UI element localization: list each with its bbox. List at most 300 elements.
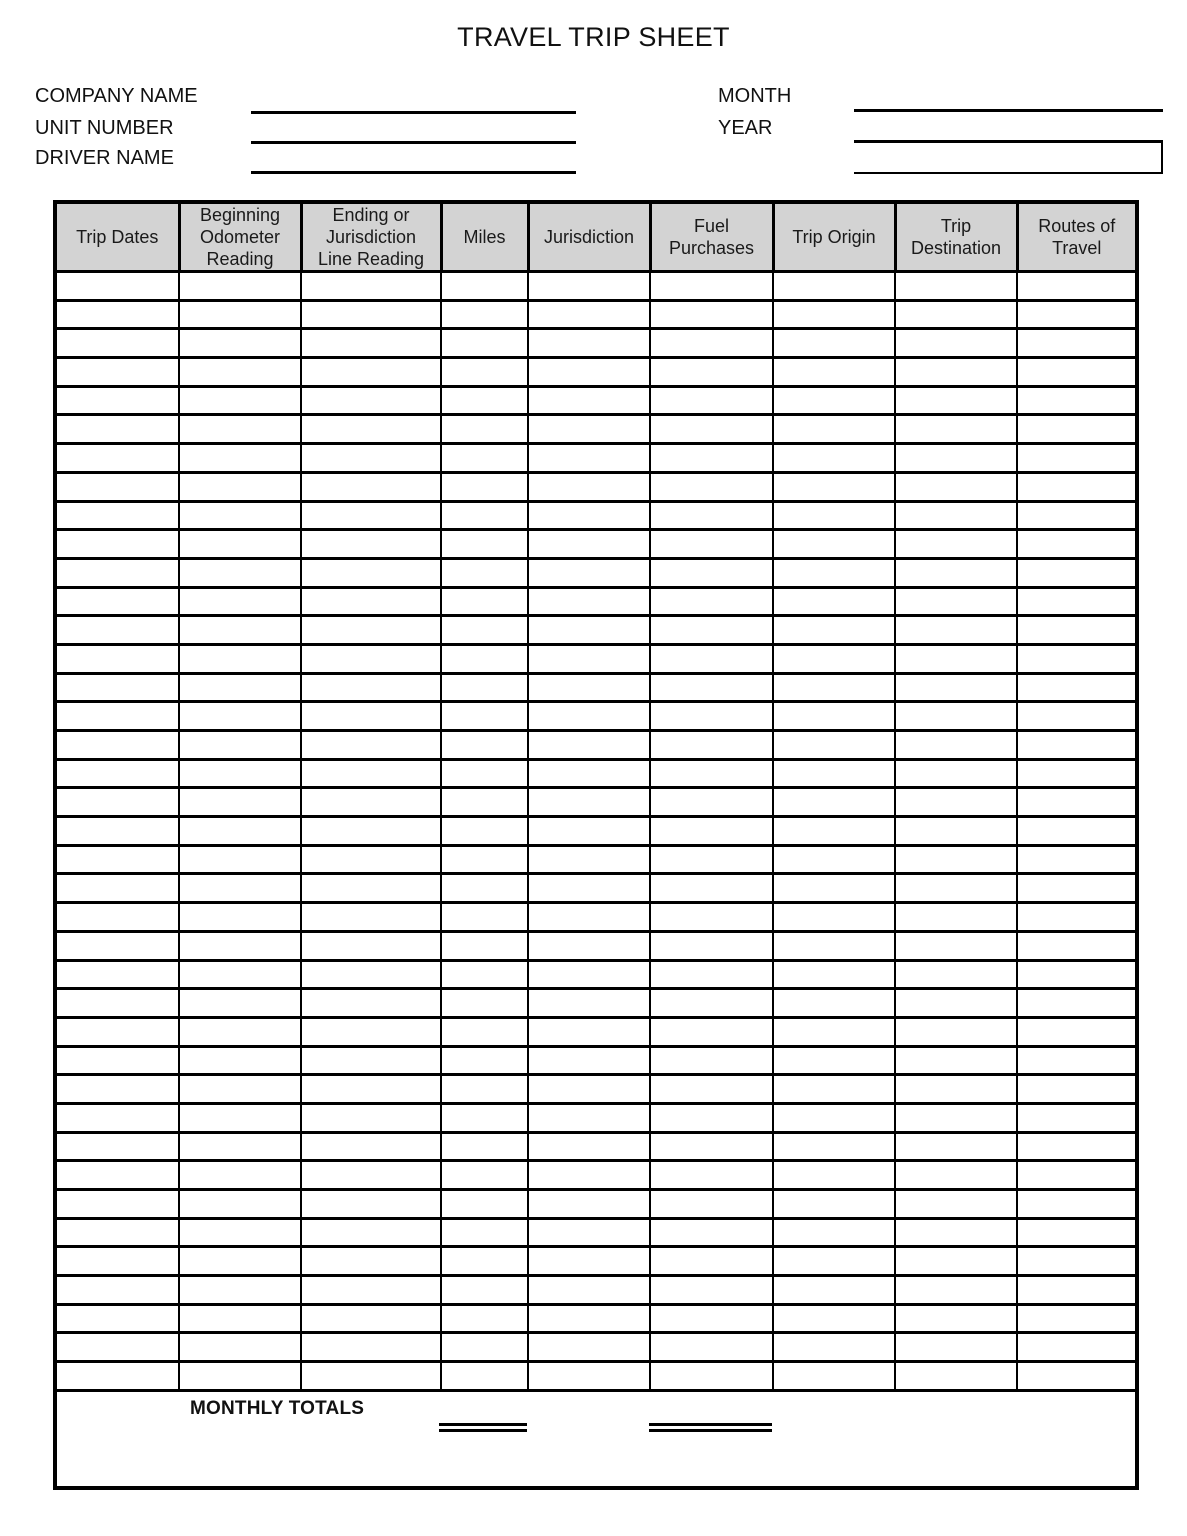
cell-miles[interactable] bbox=[441, 587, 528, 616]
cell-beginning-odometer-reading[interactable] bbox=[179, 1132, 301, 1161]
cell-beginning-odometer-reading[interactable] bbox=[179, 931, 301, 960]
cell-trip-origin[interactable] bbox=[773, 931, 895, 960]
cell-miles[interactable] bbox=[441, 616, 528, 645]
cell-trip-dates[interactable] bbox=[57, 673, 179, 702]
cell-trip-origin[interactable] bbox=[773, 874, 895, 903]
cell-beginning-odometer-reading[interactable] bbox=[179, 1362, 301, 1391]
cell-jurisdiction[interactable] bbox=[528, 1247, 650, 1276]
cell-beginning-odometer-reading[interactable] bbox=[179, 731, 301, 760]
cell-trip-dates[interactable] bbox=[57, 845, 179, 874]
cell-miles[interactable] bbox=[441, 444, 528, 473]
cell-trip-dates[interactable] bbox=[57, 731, 179, 760]
cell-miles[interactable] bbox=[441, 1362, 528, 1391]
cell-trip-dates[interactable] bbox=[57, 1304, 179, 1333]
cell-fuel-purchases[interactable] bbox=[650, 702, 773, 731]
cell-beginning-odometer-reading[interactable] bbox=[179, 759, 301, 788]
cell-ending-or-jurisdiction-line-reading[interactable] bbox=[301, 874, 441, 903]
cell-trip-destination[interactable] bbox=[895, 1333, 1017, 1362]
cell-beginning-odometer-reading[interactable] bbox=[179, 300, 301, 329]
cell-trip-origin[interactable] bbox=[773, 329, 895, 358]
cell-jurisdiction[interactable] bbox=[528, 817, 650, 846]
cell-miles[interactable] bbox=[441, 1276, 528, 1305]
cell-ending-or-jurisdiction-line-reading[interactable] bbox=[301, 817, 441, 846]
cell-ending-or-jurisdiction-line-reading[interactable] bbox=[301, 1304, 441, 1333]
cell-beginning-odometer-reading[interactable] bbox=[179, 272, 301, 301]
unit-number-field[interactable] bbox=[251, 141, 576, 144]
cell-ending-or-jurisdiction-line-reading[interactable] bbox=[301, 673, 441, 702]
driver-name-field[interactable] bbox=[251, 171, 576, 174]
cell-jurisdiction[interactable] bbox=[528, 702, 650, 731]
cell-fuel-purchases[interactable] bbox=[650, 1247, 773, 1276]
cell-beginning-odometer-reading[interactable] bbox=[179, 903, 301, 932]
cell-beginning-odometer-reading[interactable] bbox=[179, 1103, 301, 1132]
cell-trip-dates[interactable] bbox=[57, 1362, 179, 1391]
cell-miles[interactable] bbox=[441, 386, 528, 415]
cell-trip-destination[interactable] bbox=[895, 673, 1017, 702]
cell-ending-or-jurisdiction-line-reading[interactable] bbox=[301, 759, 441, 788]
cell-miles[interactable] bbox=[441, 1190, 528, 1219]
cell-beginning-odometer-reading[interactable] bbox=[179, 960, 301, 989]
cell-miles[interactable] bbox=[441, 501, 528, 530]
cell-routes-of-travel[interactable] bbox=[1017, 989, 1135, 1018]
cell-routes-of-travel[interactable] bbox=[1017, 702, 1135, 731]
cell-jurisdiction[interactable] bbox=[528, 358, 650, 387]
cell-ending-or-jurisdiction-line-reading[interactable] bbox=[301, 587, 441, 616]
cell-trip-origin[interactable] bbox=[773, 731, 895, 760]
cell-routes-of-travel[interactable] bbox=[1017, 1190, 1135, 1219]
cell-trip-origin[interactable] bbox=[773, 1132, 895, 1161]
cell-trip-dates[interactable] bbox=[57, 788, 179, 817]
cell-jurisdiction[interactable] bbox=[528, 644, 650, 673]
cell-ending-or-jurisdiction-line-reading[interactable] bbox=[301, 616, 441, 645]
cell-trip-destination[interactable] bbox=[895, 329, 1017, 358]
cell-trip-dates[interactable] bbox=[57, 530, 179, 559]
cell-miles[interactable] bbox=[441, 931, 528, 960]
cell-routes-of-travel[interactable] bbox=[1017, 444, 1135, 473]
cell-trip-origin[interactable] bbox=[773, 1046, 895, 1075]
cell-fuel-purchases[interactable] bbox=[650, 587, 773, 616]
cell-jurisdiction[interactable] bbox=[528, 989, 650, 1018]
cell-trip-dates[interactable] bbox=[57, 415, 179, 444]
cell-trip-origin[interactable] bbox=[773, 1103, 895, 1132]
cell-beginning-odometer-reading[interactable] bbox=[179, 989, 301, 1018]
cell-ending-or-jurisdiction-line-reading[interactable] bbox=[301, 1017, 441, 1046]
cell-miles[interactable] bbox=[441, 1103, 528, 1132]
cell-ending-or-jurisdiction-line-reading[interactable] bbox=[301, 558, 441, 587]
cell-ending-or-jurisdiction-line-reading[interactable] bbox=[301, 300, 441, 329]
cell-miles[interactable] bbox=[441, 989, 528, 1018]
cell-beginning-odometer-reading[interactable] bbox=[179, 616, 301, 645]
year-field[interactable] bbox=[854, 140, 1163, 174]
cell-trip-destination[interactable] bbox=[895, 1276, 1017, 1305]
cell-routes-of-travel[interactable] bbox=[1017, 1161, 1135, 1190]
cell-routes-of-travel[interactable] bbox=[1017, 558, 1135, 587]
cell-routes-of-travel[interactable] bbox=[1017, 358, 1135, 387]
cell-trip-destination[interactable] bbox=[895, 444, 1017, 473]
cell-trip-destination[interactable] bbox=[895, 702, 1017, 731]
cell-trip-dates[interactable] bbox=[57, 272, 179, 301]
cell-fuel-purchases[interactable] bbox=[650, 759, 773, 788]
cell-jurisdiction[interactable] bbox=[528, 329, 650, 358]
cell-ending-or-jurisdiction-line-reading[interactable] bbox=[301, 903, 441, 932]
cell-jurisdiction[interactable] bbox=[528, 1017, 650, 1046]
cell-miles[interactable] bbox=[441, 329, 528, 358]
cell-trip-destination[interactable] bbox=[895, 731, 1017, 760]
cell-routes-of-travel[interactable] bbox=[1017, 1247, 1135, 1276]
cell-beginning-odometer-reading[interactable] bbox=[179, 845, 301, 874]
cell-trip-destination[interactable] bbox=[895, 960, 1017, 989]
cell-trip-dates[interactable] bbox=[57, 1333, 179, 1362]
cell-routes-of-travel[interactable] bbox=[1017, 788, 1135, 817]
cell-routes-of-travel[interactable] bbox=[1017, 874, 1135, 903]
cell-trip-destination[interactable] bbox=[895, 616, 1017, 645]
cell-miles[interactable] bbox=[441, 1017, 528, 1046]
cell-jurisdiction[interactable] bbox=[528, 1304, 650, 1333]
cell-trip-dates[interactable] bbox=[57, 702, 179, 731]
cell-trip-dates[interactable] bbox=[57, 931, 179, 960]
cell-routes-of-travel[interactable] bbox=[1017, 386, 1135, 415]
cell-beginning-odometer-reading[interactable] bbox=[179, 1075, 301, 1104]
cell-trip-origin[interactable] bbox=[773, 358, 895, 387]
cell-trip-dates[interactable] bbox=[57, 472, 179, 501]
cell-miles[interactable] bbox=[441, 817, 528, 846]
cell-trip-destination[interactable] bbox=[895, 415, 1017, 444]
cell-ending-or-jurisdiction-line-reading[interactable] bbox=[301, 386, 441, 415]
cell-fuel-purchases[interactable] bbox=[650, 444, 773, 473]
cell-miles[interactable] bbox=[441, 874, 528, 903]
cell-fuel-purchases[interactable] bbox=[650, 1362, 773, 1391]
cell-trip-destination[interactable] bbox=[895, 759, 1017, 788]
cell-routes-of-travel[interactable] bbox=[1017, 1362, 1135, 1391]
cell-routes-of-travel[interactable] bbox=[1017, 1046, 1135, 1075]
cell-trip-destination[interactable] bbox=[895, 644, 1017, 673]
cell-trip-dates[interactable] bbox=[57, 1218, 179, 1247]
cell-jurisdiction[interactable] bbox=[528, 759, 650, 788]
cell-fuel-purchases[interactable] bbox=[650, 558, 773, 587]
cell-jurisdiction[interactable] bbox=[528, 788, 650, 817]
cell-jurisdiction[interactable] bbox=[528, 1218, 650, 1247]
cell-trip-destination[interactable] bbox=[895, 788, 1017, 817]
cell-routes-of-travel[interactable] bbox=[1017, 329, 1135, 358]
cell-fuel-purchases[interactable] bbox=[650, 1333, 773, 1362]
cell-jurisdiction[interactable] bbox=[528, 386, 650, 415]
cell-trip-dates[interactable] bbox=[57, 1046, 179, 1075]
cell-jurisdiction[interactable] bbox=[528, 1276, 650, 1305]
cell-trip-dates[interactable] bbox=[57, 558, 179, 587]
cell-trip-origin[interactable] bbox=[773, 903, 895, 932]
cell-routes-of-travel[interactable] bbox=[1017, 1132, 1135, 1161]
cell-trip-origin[interactable] bbox=[773, 644, 895, 673]
cell-trip-dates[interactable] bbox=[57, 329, 179, 358]
cell-trip-dates[interactable] bbox=[57, 1017, 179, 1046]
cell-routes-of-travel[interactable] bbox=[1017, 1304, 1135, 1333]
cell-jurisdiction[interactable] bbox=[528, 1362, 650, 1391]
cell-trip-origin[interactable] bbox=[773, 616, 895, 645]
cell-beginning-odometer-reading[interactable] bbox=[179, 415, 301, 444]
cell-trip-destination[interactable] bbox=[895, 817, 1017, 846]
cell-miles[interactable] bbox=[441, 1132, 528, 1161]
cell-beginning-odometer-reading[interactable] bbox=[179, 1190, 301, 1219]
cell-routes-of-travel[interactable] bbox=[1017, 644, 1135, 673]
cell-beginning-odometer-reading[interactable] bbox=[179, 1017, 301, 1046]
cell-fuel-purchases[interactable] bbox=[650, 415, 773, 444]
cell-trip-dates[interactable] bbox=[57, 874, 179, 903]
cell-ending-or-jurisdiction-line-reading[interactable] bbox=[301, 472, 441, 501]
cell-jurisdiction[interactable] bbox=[528, 874, 650, 903]
cell-jurisdiction[interactable] bbox=[528, 1333, 650, 1362]
cell-trip-destination[interactable] bbox=[895, 558, 1017, 587]
cell-ending-or-jurisdiction-line-reading[interactable] bbox=[301, 960, 441, 989]
cell-beginning-odometer-reading[interactable] bbox=[179, 587, 301, 616]
cell-ending-or-jurisdiction-line-reading[interactable] bbox=[301, 530, 441, 559]
cell-fuel-purchases[interactable] bbox=[650, 1304, 773, 1333]
cell-jurisdiction[interactable] bbox=[528, 415, 650, 444]
month-field[interactable] bbox=[854, 109, 1163, 112]
cell-trip-origin[interactable] bbox=[773, 1017, 895, 1046]
cell-trip-dates[interactable] bbox=[57, 1247, 179, 1276]
cell-routes-of-travel[interactable] bbox=[1017, 731, 1135, 760]
cell-trip-origin[interactable] bbox=[773, 558, 895, 587]
cell-routes-of-travel[interactable] bbox=[1017, 300, 1135, 329]
cell-trip-destination[interactable] bbox=[895, 1161, 1017, 1190]
cell-trip-dates[interactable] bbox=[57, 1276, 179, 1305]
cell-routes-of-travel[interactable] bbox=[1017, 845, 1135, 874]
cell-jurisdiction[interactable] bbox=[528, 673, 650, 702]
cell-routes-of-travel[interactable] bbox=[1017, 530, 1135, 559]
cell-trip-origin[interactable] bbox=[773, 1218, 895, 1247]
cell-fuel-purchases[interactable] bbox=[650, 501, 773, 530]
cell-trip-origin[interactable] bbox=[773, 960, 895, 989]
cell-trip-destination[interactable] bbox=[895, 1103, 1017, 1132]
cell-trip-destination[interactable] bbox=[895, 1046, 1017, 1075]
cell-jurisdiction[interactable] bbox=[528, 272, 650, 301]
cell-trip-origin[interactable] bbox=[773, 386, 895, 415]
cell-jurisdiction[interactable] bbox=[528, 616, 650, 645]
cell-ending-or-jurisdiction-line-reading[interactable] bbox=[301, 788, 441, 817]
cell-trip-origin[interactable] bbox=[773, 1304, 895, 1333]
cell-trip-origin[interactable] bbox=[773, 1333, 895, 1362]
cell-fuel-purchases[interactable] bbox=[650, 1046, 773, 1075]
cell-trip-origin[interactable] bbox=[773, 501, 895, 530]
cell-trip-dates[interactable] bbox=[57, 501, 179, 530]
cell-trip-origin[interactable] bbox=[773, 989, 895, 1018]
cell-beginning-odometer-reading[interactable] bbox=[179, 1161, 301, 1190]
cell-ending-or-jurisdiction-line-reading[interactable] bbox=[301, 1247, 441, 1276]
cell-fuel-purchases[interactable] bbox=[650, 1218, 773, 1247]
cell-fuel-purchases[interactable] bbox=[650, 931, 773, 960]
cell-miles[interactable] bbox=[441, 759, 528, 788]
cell-ending-or-jurisdiction-line-reading[interactable] bbox=[301, 1046, 441, 1075]
cell-fuel-purchases[interactable] bbox=[650, 616, 773, 645]
cell-miles[interactable] bbox=[441, 300, 528, 329]
cell-miles[interactable] bbox=[441, 558, 528, 587]
cell-trip-origin[interactable] bbox=[773, 415, 895, 444]
cell-trip-origin[interactable] bbox=[773, 1247, 895, 1276]
cell-ending-or-jurisdiction-line-reading[interactable] bbox=[301, 1103, 441, 1132]
cell-routes-of-travel[interactable] bbox=[1017, 673, 1135, 702]
cell-beginning-odometer-reading[interactable] bbox=[179, 1333, 301, 1362]
cell-beginning-odometer-reading[interactable] bbox=[179, 472, 301, 501]
cell-miles[interactable] bbox=[441, 1304, 528, 1333]
cell-routes-of-travel[interactable] bbox=[1017, 616, 1135, 645]
cell-jurisdiction[interactable] bbox=[528, 444, 650, 473]
cell-routes-of-travel[interactable] bbox=[1017, 1103, 1135, 1132]
cell-ending-or-jurisdiction-line-reading[interactable] bbox=[301, 845, 441, 874]
cell-miles[interactable] bbox=[441, 472, 528, 501]
cell-fuel-purchases[interactable] bbox=[650, 731, 773, 760]
cell-ending-or-jurisdiction-line-reading[interactable] bbox=[301, 415, 441, 444]
cell-beginning-odometer-reading[interactable] bbox=[179, 444, 301, 473]
cell-fuel-purchases[interactable] bbox=[650, 300, 773, 329]
cell-beginning-odometer-reading[interactable] bbox=[179, 1247, 301, 1276]
cell-fuel-purchases[interactable] bbox=[650, 845, 773, 874]
cell-fuel-purchases[interactable] bbox=[650, 1075, 773, 1104]
cell-ending-or-jurisdiction-line-reading[interactable] bbox=[301, 1276, 441, 1305]
cell-trip-dates[interactable] bbox=[57, 616, 179, 645]
cell-miles[interactable] bbox=[441, 1333, 528, 1362]
cell-beginning-odometer-reading[interactable] bbox=[179, 501, 301, 530]
cell-trip-destination[interactable] bbox=[895, 472, 1017, 501]
cell-routes-of-travel[interactable] bbox=[1017, 272, 1135, 301]
cell-trip-origin[interactable] bbox=[773, 444, 895, 473]
cell-trip-destination[interactable] bbox=[895, 1218, 1017, 1247]
cell-jurisdiction[interactable] bbox=[528, 903, 650, 932]
cell-jurisdiction[interactable] bbox=[528, 530, 650, 559]
cell-trip-dates[interactable] bbox=[57, 444, 179, 473]
cell-trip-destination[interactable] bbox=[895, 358, 1017, 387]
cell-fuel-purchases[interactable] bbox=[650, 989, 773, 1018]
cell-fuel-purchases[interactable] bbox=[650, 472, 773, 501]
cell-trip-dates[interactable] bbox=[57, 358, 179, 387]
cell-beginning-odometer-reading[interactable] bbox=[179, 817, 301, 846]
cell-miles[interactable] bbox=[441, 1075, 528, 1104]
cell-trip-destination[interactable] bbox=[895, 1017, 1017, 1046]
cell-trip-origin[interactable] bbox=[773, 702, 895, 731]
cell-beginning-odometer-reading[interactable] bbox=[179, 386, 301, 415]
cell-beginning-odometer-reading[interactable] bbox=[179, 644, 301, 673]
cell-routes-of-travel[interactable] bbox=[1017, 759, 1135, 788]
cell-beginning-odometer-reading[interactable] bbox=[179, 558, 301, 587]
cell-trip-destination[interactable] bbox=[895, 501, 1017, 530]
cell-miles[interactable] bbox=[441, 1161, 528, 1190]
cell-ending-or-jurisdiction-line-reading[interactable] bbox=[301, 1362, 441, 1391]
cell-trip-dates[interactable] bbox=[57, 903, 179, 932]
cell-fuel-purchases[interactable] bbox=[650, 1017, 773, 1046]
cell-routes-of-travel[interactable] bbox=[1017, 1075, 1135, 1104]
cell-beginning-odometer-reading[interactable] bbox=[179, 874, 301, 903]
cell-miles[interactable] bbox=[441, 1218, 528, 1247]
cell-jurisdiction[interactable] bbox=[528, 587, 650, 616]
cell-jurisdiction[interactable] bbox=[528, 472, 650, 501]
cell-jurisdiction[interactable] bbox=[528, 845, 650, 874]
cell-ending-or-jurisdiction-line-reading[interactable] bbox=[301, 444, 441, 473]
cell-miles[interactable] bbox=[441, 702, 528, 731]
cell-trip-destination[interactable] bbox=[895, 1132, 1017, 1161]
cell-routes-of-travel[interactable] bbox=[1017, 960, 1135, 989]
cell-ending-or-jurisdiction-line-reading[interactable] bbox=[301, 1132, 441, 1161]
cell-beginning-odometer-reading[interactable] bbox=[179, 673, 301, 702]
cell-miles[interactable] bbox=[441, 673, 528, 702]
cell-fuel-purchases[interactable] bbox=[650, 874, 773, 903]
cell-routes-of-travel[interactable] bbox=[1017, 472, 1135, 501]
cell-ending-or-jurisdiction-line-reading[interactable] bbox=[301, 272, 441, 301]
cell-ending-or-jurisdiction-line-reading[interactable] bbox=[301, 1190, 441, 1219]
cell-trip-dates[interactable] bbox=[57, 587, 179, 616]
cell-miles[interactable] bbox=[441, 530, 528, 559]
cell-trip-destination[interactable] bbox=[895, 300, 1017, 329]
cell-trip-destination[interactable] bbox=[895, 386, 1017, 415]
cell-trip-destination[interactable] bbox=[895, 530, 1017, 559]
cell-trip-destination[interactable] bbox=[895, 587, 1017, 616]
cell-beginning-odometer-reading[interactable] bbox=[179, 358, 301, 387]
cell-ending-or-jurisdiction-line-reading[interactable] bbox=[301, 1075, 441, 1104]
cell-ending-or-jurisdiction-line-reading[interactable] bbox=[301, 989, 441, 1018]
cell-fuel-purchases[interactable] bbox=[650, 272, 773, 301]
cell-miles[interactable] bbox=[441, 358, 528, 387]
cell-jurisdiction[interactable] bbox=[528, 1075, 650, 1104]
cell-ending-or-jurisdiction-line-reading[interactable] bbox=[301, 702, 441, 731]
cell-fuel-purchases[interactable] bbox=[650, 530, 773, 559]
cell-trip-origin[interactable] bbox=[773, 272, 895, 301]
cell-ending-or-jurisdiction-line-reading[interactable] bbox=[301, 1161, 441, 1190]
cell-jurisdiction[interactable] bbox=[528, 1103, 650, 1132]
cell-fuel-purchases[interactable] bbox=[650, 788, 773, 817]
cell-beginning-odometer-reading[interactable] bbox=[179, 788, 301, 817]
cell-jurisdiction[interactable] bbox=[528, 558, 650, 587]
cell-beginning-odometer-reading[interactable] bbox=[179, 530, 301, 559]
cell-fuel-purchases[interactable] bbox=[650, 673, 773, 702]
cell-routes-of-travel[interactable] bbox=[1017, 1333, 1135, 1362]
cell-beginning-odometer-reading[interactable] bbox=[179, 1304, 301, 1333]
cell-ending-or-jurisdiction-line-reading[interactable] bbox=[301, 329, 441, 358]
cell-jurisdiction[interactable] bbox=[528, 1190, 650, 1219]
cell-miles[interactable] bbox=[441, 788, 528, 817]
cell-routes-of-travel[interactable] bbox=[1017, 903, 1135, 932]
cell-trip-dates[interactable] bbox=[57, 1190, 179, 1219]
cell-trip-origin[interactable] bbox=[773, 817, 895, 846]
cell-trip-dates[interactable] bbox=[57, 1103, 179, 1132]
cell-trip-dates[interactable] bbox=[57, 989, 179, 1018]
cell-ending-or-jurisdiction-line-reading[interactable] bbox=[301, 731, 441, 760]
cell-trip-dates[interactable] bbox=[57, 1075, 179, 1104]
cell-trip-origin[interactable] bbox=[773, 1362, 895, 1391]
cell-beginning-odometer-reading[interactable] bbox=[179, 1046, 301, 1075]
cell-routes-of-travel[interactable] bbox=[1017, 415, 1135, 444]
cell-trip-origin[interactable] bbox=[773, 1190, 895, 1219]
cell-beginning-odometer-reading[interactable] bbox=[179, 1218, 301, 1247]
cell-jurisdiction[interactable] bbox=[528, 960, 650, 989]
cell-routes-of-travel[interactable] bbox=[1017, 587, 1135, 616]
cell-fuel-purchases[interactable] bbox=[650, 1276, 773, 1305]
cell-miles[interactable] bbox=[441, 845, 528, 874]
cell-beginning-odometer-reading[interactable] bbox=[179, 1276, 301, 1305]
cell-beginning-odometer-reading[interactable] bbox=[179, 702, 301, 731]
cell-trip-destination[interactable] bbox=[895, 1075, 1017, 1104]
cell-miles[interactable] bbox=[441, 415, 528, 444]
cell-routes-of-travel[interactable] bbox=[1017, 1017, 1135, 1046]
cell-trip-dates[interactable] bbox=[57, 759, 179, 788]
cell-trip-origin[interactable] bbox=[773, 1075, 895, 1104]
cell-trip-origin[interactable] bbox=[773, 673, 895, 702]
cell-miles[interactable] bbox=[441, 1247, 528, 1276]
cell-ending-or-jurisdiction-line-reading[interactable] bbox=[301, 931, 441, 960]
cell-jurisdiction[interactable] bbox=[528, 1046, 650, 1075]
cell-ending-or-jurisdiction-line-reading[interactable] bbox=[301, 358, 441, 387]
cell-ending-or-jurisdiction-line-reading[interactable] bbox=[301, 1218, 441, 1247]
cell-routes-of-travel[interactable] bbox=[1017, 931, 1135, 960]
cell-trip-origin[interactable] bbox=[773, 1276, 895, 1305]
cell-miles[interactable] bbox=[441, 903, 528, 932]
